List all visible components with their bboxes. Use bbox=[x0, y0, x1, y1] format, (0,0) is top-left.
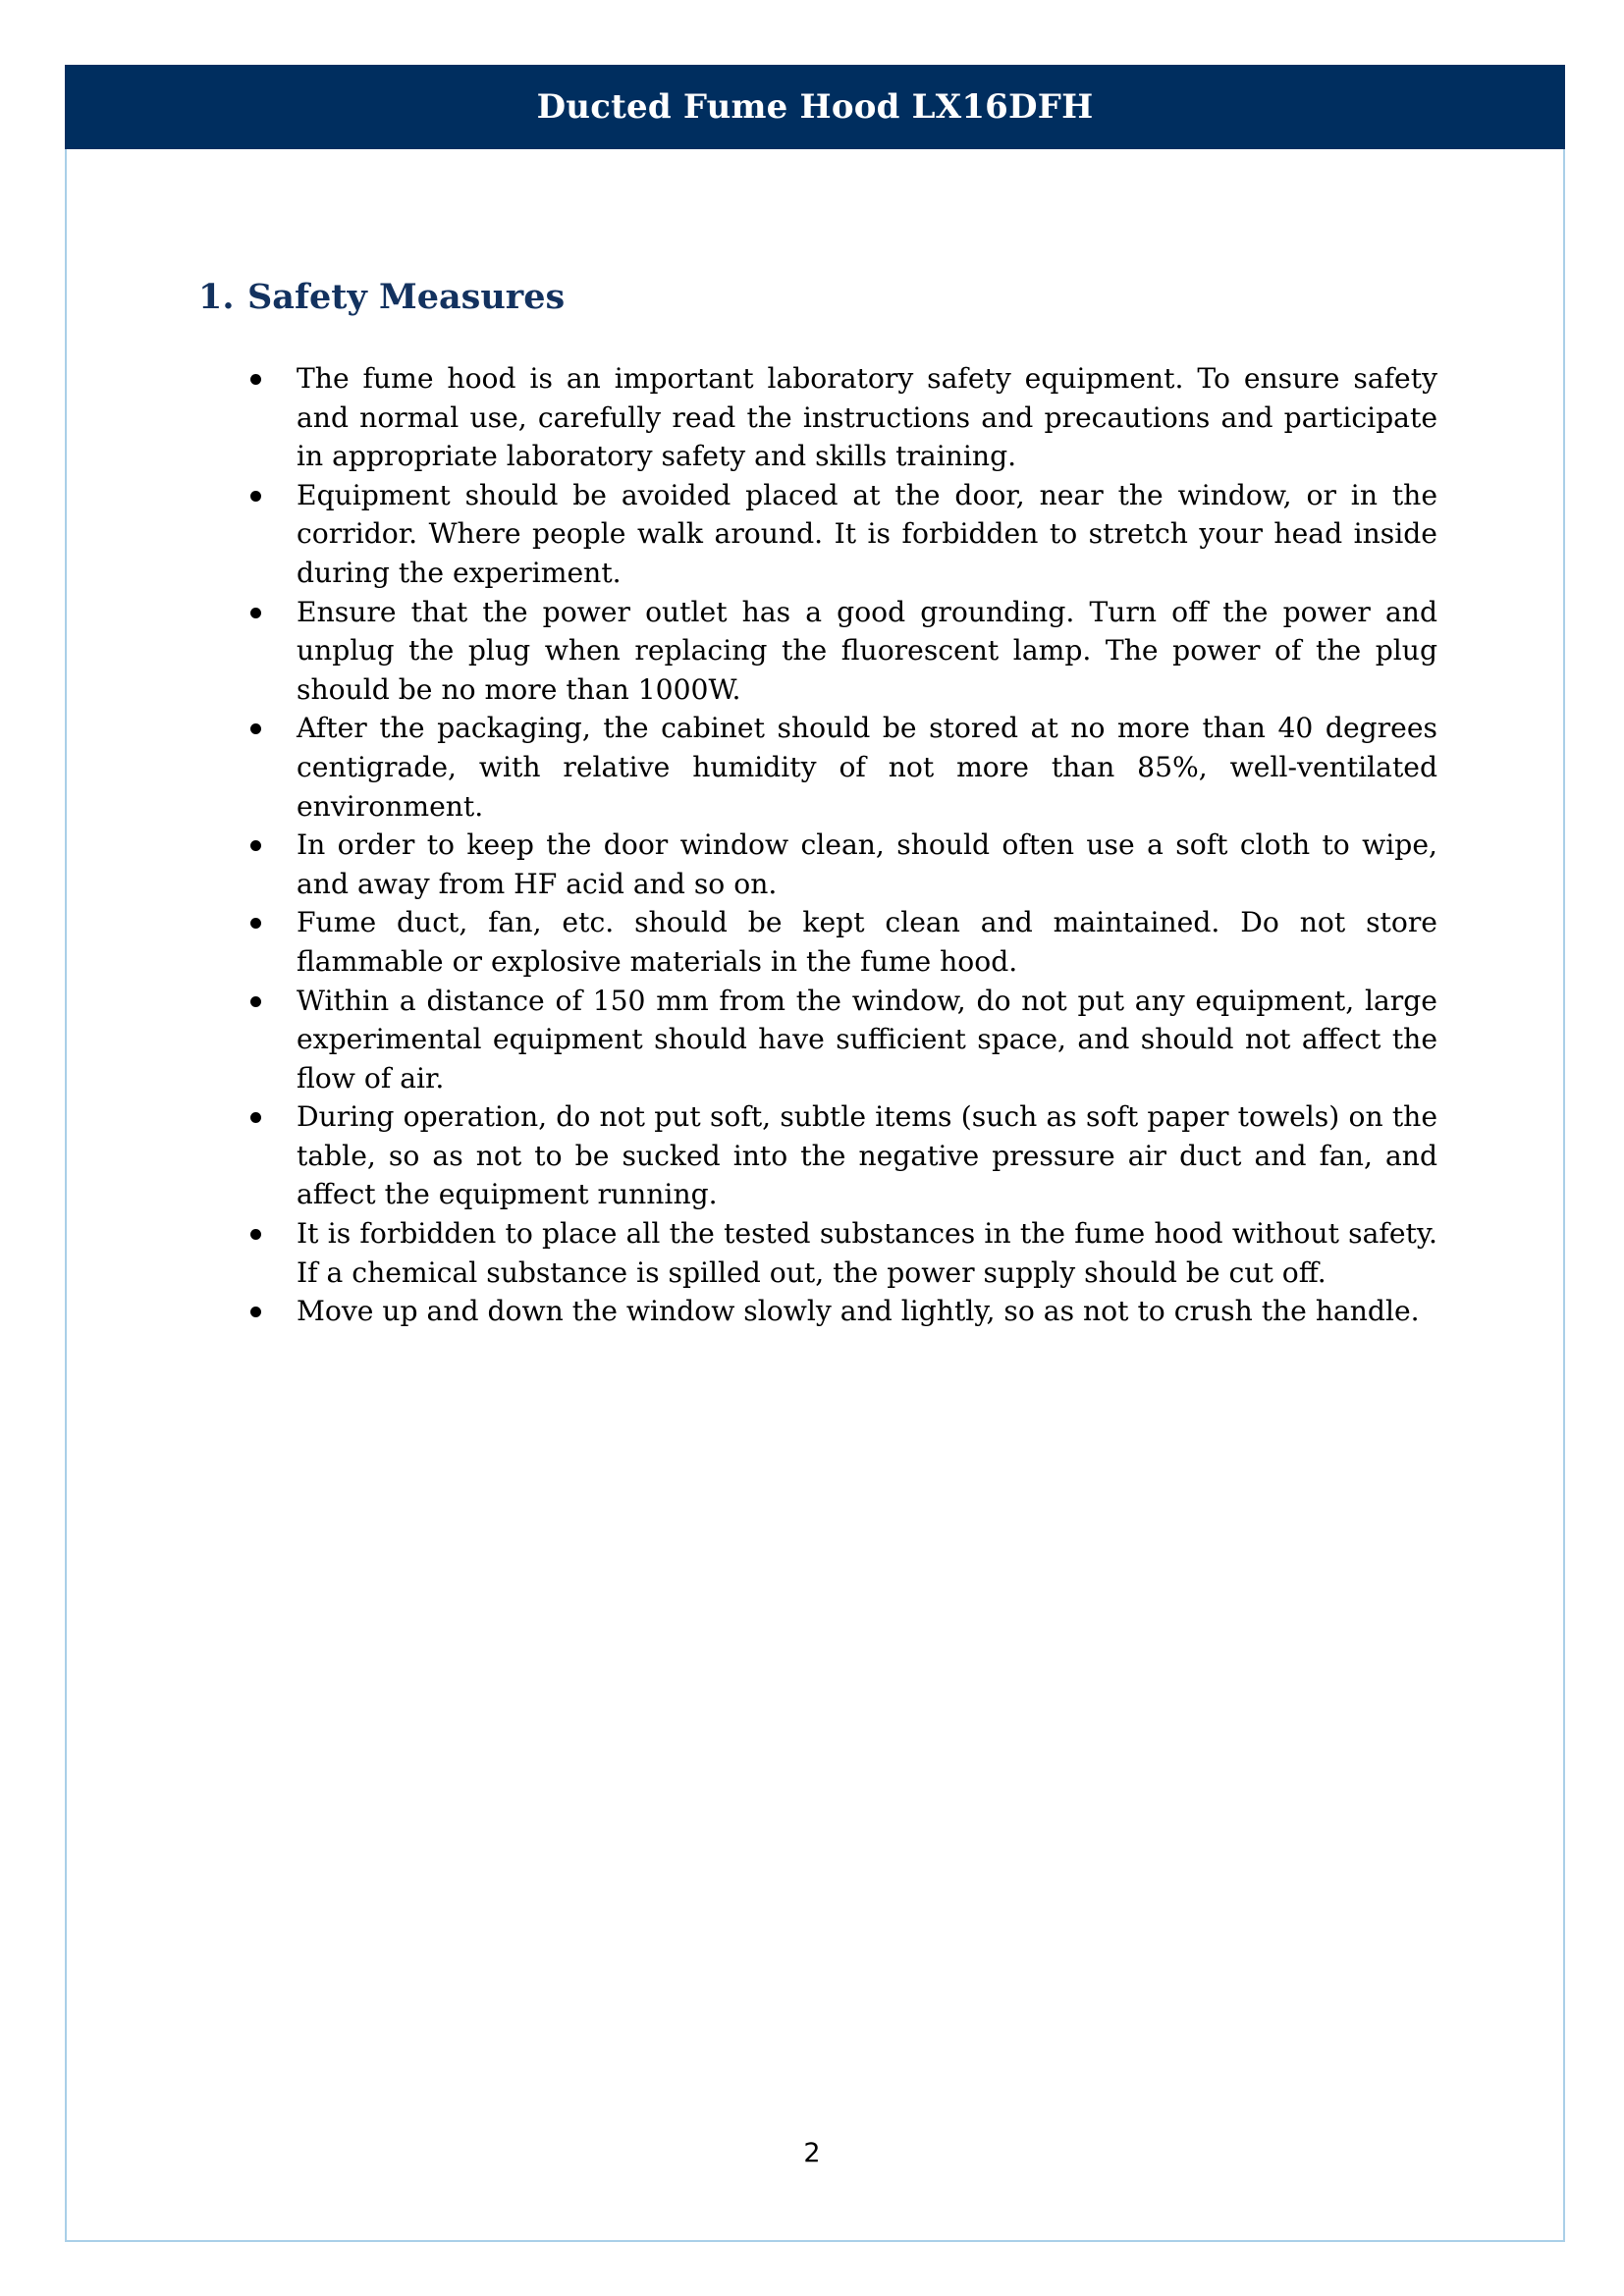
list-item-text: In order to keep the door window clean, should often use a soft cloth to wipe, and away from HF acid and so on. bbox=[297, 828, 1437, 900]
list-item bbox=[245, 1214, 1437, 1292]
list-item bbox=[245, 709, 1437, 826]
bullet-icon bbox=[250, 1229, 261, 1240]
list-item bbox=[245, 826, 1437, 903]
list-item-text: Ensure that the power outlet has a good grounding. Turn off the power and unplug the plug when replacing the fluorescent lamp. The power of the plug should be no more than 1000W. bbox=[297, 595, 1437, 706]
list-item-text: Move up and down the window slowly and lightly, so as not to crush the handle. bbox=[297, 1295, 1420, 1328]
section-number: 1. bbox=[198, 277, 235, 317]
list-item bbox=[245, 1292, 1437, 1331]
list-item-text: Within a distance of 150 mm from the window, do not put any equipment, large experimental equipment should have sufficient space, and should not affect the flow of air. bbox=[297, 984, 1437, 1095]
list-item bbox=[245, 1097, 1437, 1214]
bullet-icon bbox=[250, 723, 261, 734]
section-title: Safety Measures bbox=[247, 277, 566, 317]
list-item-text: After the packaging, the cabinet should be stored at no more than 40 degrees centigrade, with relative humidity of not more than 85%, well-ventilated environment. bbox=[297, 712, 1437, 823]
document-header bbox=[65, 65, 1565, 149]
section-heading bbox=[198, 273, 565, 322]
list-item-text: The fume hood is an important laboratory safety equipment. To ensure safety and normal use, carefully read the instructions and precautions and participate in appropriate laboratory safety and skills training. bbox=[297, 362, 1437, 473]
bullet-icon bbox=[250, 608, 261, 618]
bullet-icon bbox=[250, 1112, 261, 1123]
list-item-text: It is forbidden to place all the tested substances in the fume hood without safety. If a chemical substance is spilled out, the power supply should be cut off. bbox=[297, 1217, 1437, 1289]
list-item bbox=[245, 359, 1437, 476]
safety-measures-list bbox=[245, 359, 1437, 1331]
list-item bbox=[245, 593, 1437, 710]
document-title: Ducted Fume Hood LX16DFH bbox=[536, 87, 1094, 127]
list-item bbox=[245, 476, 1437, 593]
bullet-icon bbox=[250, 374, 261, 385]
list-item-text: Fume duct, fan, etc. should be kept clean and maintained. Do not store flammable or explosive materials in the fume hood. bbox=[297, 906, 1437, 978]
bullet-icon bbox=[250, 918, 261, 929]
bullet-icon bbox=[250, 840, 261, 851]
list-item-text: Equipment should be avoided placed at the door, near the window, or in the corridor. Where people walk around. It is forbidden to stretch your head inside during the experiment. bbox=[297, 478, 1437, 589]
bullet-icon bbox=[250, 491, 261, 502]
bullet-icon bbox=[250, 1307, 261, 1317]
list-item bbox=[245, 982, 1437, 1098]
list-item bbox=[245, 903, 1437, 981]
bullet-icon bbox=[250, 996, 261, 1007]
list-item-text: During operation, do not put soft, subtle items (such as soft paper towels) on the table, so as not to be sucked into the negative pressure air duct and fan, and affect the equipment running. bbox=[297, 1100, 1437, 1211]
page-number: 2 bbox=[803, 2138, 821, 2168]
